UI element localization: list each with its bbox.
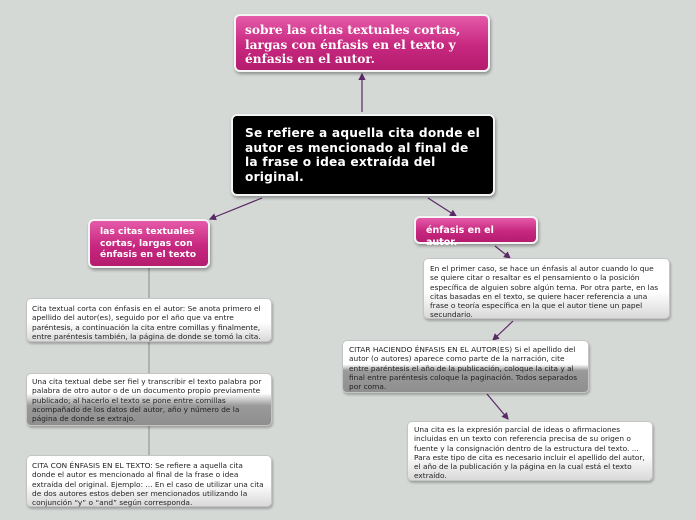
- right-subtopic-text: énfasis en el autor.: [426, 225, 494, 248]
- right-card-citing-author[interactable]: [342, 340, 589, 393]
- right-card-citation-definition[interactable]: [407, 421, 653, 481]
- connector-card2-to-card3: [487, 394, 508, 419]
- left-card-emphasis-text[interactable]: [26, 455, 272, 507]
- left-subtopic-node[interactable]: [88, 219, 210, 268]
- top-topic-node[interactable]: [234, 14, 490, 72]
- connector-card1-to-card2: [493, 321, 513, 340]
- connector-central-to-right: [428, 198, 456, 216]
- central-topic-node[interactable]: [231, 114, 495, 196]
- left-card-text: Una cita textual debe ser fiel y transcribir el texto palabra por palabra de otro autor o de un documento propio previamente publicado; al hacerlo el texto se pone entre comillas acompañado de los datos del autor, año y número de la página de donde se extrajo.: [32, 377, 262, 424]
- left-subtopic-text: las citas textuales cortas, largas con énfasis en el texto: [100, 226, 197, 261]
- left-card-short-citation[interactable]: [26, 298, 272, 342]
- right-card-text: CITAR HACIENDO ÉNFASIS EN EL AUTOR(ES) Si el apellido del autor (o autores) aparece como parte de la narración, cite entre paréntesis el año de la publicación, coloque la cita y al final entre paréntesis coloque la paginación. Todos separados por coma.: [349, 345, 578, 392]
- top-topic-text: sobre las citas textuales cortas, largas con énfasis en el texto y énfasis en el autor.: [245, 23, 461, 66]
- right-card-text: En el primer caso, se hace un énfasis al autor cuando lo que se quiere citar o resaltar es el pensamiento o la posición específica de alguien sobre algún tema. Por otra parte, en las citas basadas en el texto, se quiere hacer referencia a una frase o teoría específica en la que el autor tiene un papel secundario.: [430, 264, 659, 320]
- left-card-text: CITA CON ÉNFASIS EN EL TEXTO: Se refiere a aquella cita donde el autor es mencionado al final de la frase o idea extraída del original. Ejemplo: ... En el caso de utilizar una cita de dos autores estos deben ser mencionados utilizando la conjunción “y” o “and” según corresponda.: [32, 461, 264, 508]
- right-card-text: Una cita es la expresión parcial de ideas o afirmaciones incluidas en un texto con referencia precisa de su origen o fuente y la consignación dentro de la estructura del texto. ... Para este tipo de cita es necesario incluir el apellido del autor, el año de la publicación y la página en la cual está el texto extraído.: [414, 425, 645, 481]
- right-subtopic-node[interactable]: [414, 216, 538, 248]
- left-card-textual-citation[interactable]: [26, 373, 272, 426]
- left-card-text: Cita textual corta con énfasis en el autor: Se anota primero el apellido del autor(es), seguido por el año que va entre paréntesis, a continuación la cita entre comillas y finalmente, entre paréntesis también, la página de donde se tomó la cita.: [32, 304, 261, 341]
- right-card-author-emphasis[interactable]: [423, 258, 670, 319]
- connector-central-to-left: [210, 198, 262, 219]
- central-topic-text: Se refiere a aquella cita donde el autor es mencionado al final de la frase o idea extraída del original.: [245, 126, 480, 184]
- connector-right-to-card1: [495, 246, 510, 258]
